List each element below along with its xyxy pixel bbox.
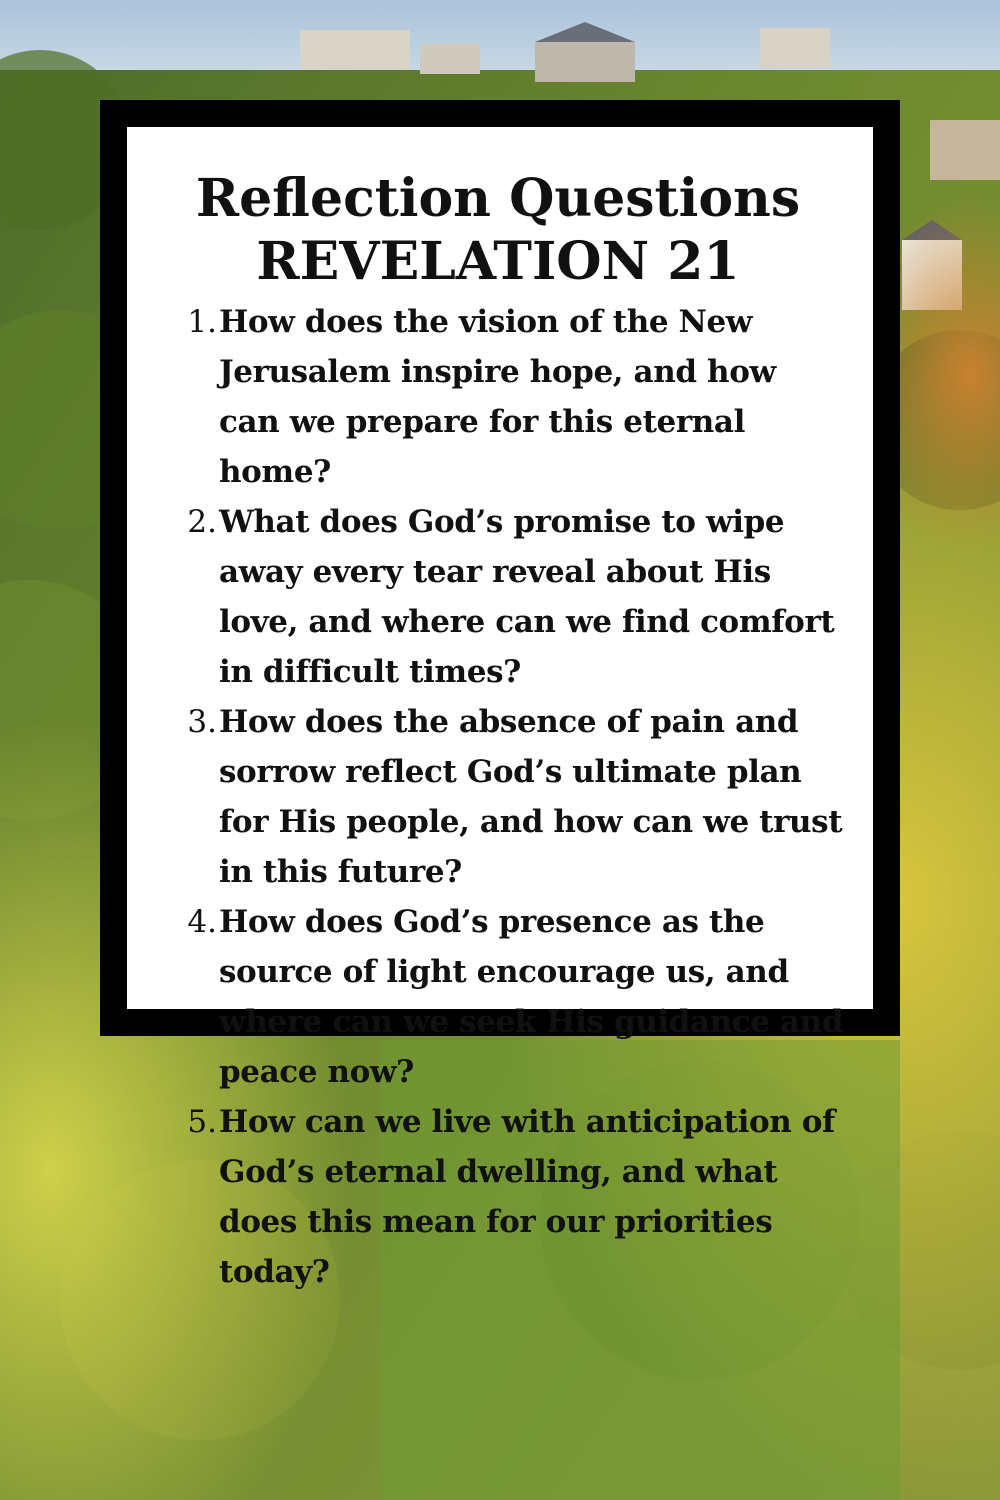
question-list — [179, 297, 845, 1297]
question-number: 5. — [187, 1104, 217, 1140]
question-text: How can we live with anticipation of God’s eternal dwelling, and what does this mean for our priorities today? — [219, 1104, 835, 1290]
question-number: 1. — [187, 304, 217, 340]
card-subtitle: REVELATION 21 — [256, 231, 740, 292]
question-number: 3. — [187, 704, 217, 740]
card-title: Reflection Questions — [195, 168, 801, 229]
question-item — [179, 497, 845, 697]
question-card — [100, 100, 900, 1290]
question-item — [179, 297, 845, 497]
question-item — [179, 1097, 845, 1297]
question-text: How does God’s presence as the source of light encourage us, and where can we seek His guidance and peace now? — [219, 904, 844, 1090]
question-text: What does God’s promise to wipe away every tear reveal about His love, and where can we find comfort in difficult times? — [219, 504, 835, 690]
question-text: How does the absence of pain and sorrow reflect God’s ultimate plan for His people, and how can we trust in this future? — [219, 704, 843, 890]
question-item — [179, 897, 845, 1097]
question-card-inner — [127, 127, 873, 1290]
question-number: 2. — [187, 504, 217, 540]
question-text: How does the vision of the New Jerusalem inspire hope, and how can we prepare for this eternal home? — [219, 304, 776, 490]
question-item — [179, 697, 845, 897]
question-number: 4. — [187, 904, 217, 940]
